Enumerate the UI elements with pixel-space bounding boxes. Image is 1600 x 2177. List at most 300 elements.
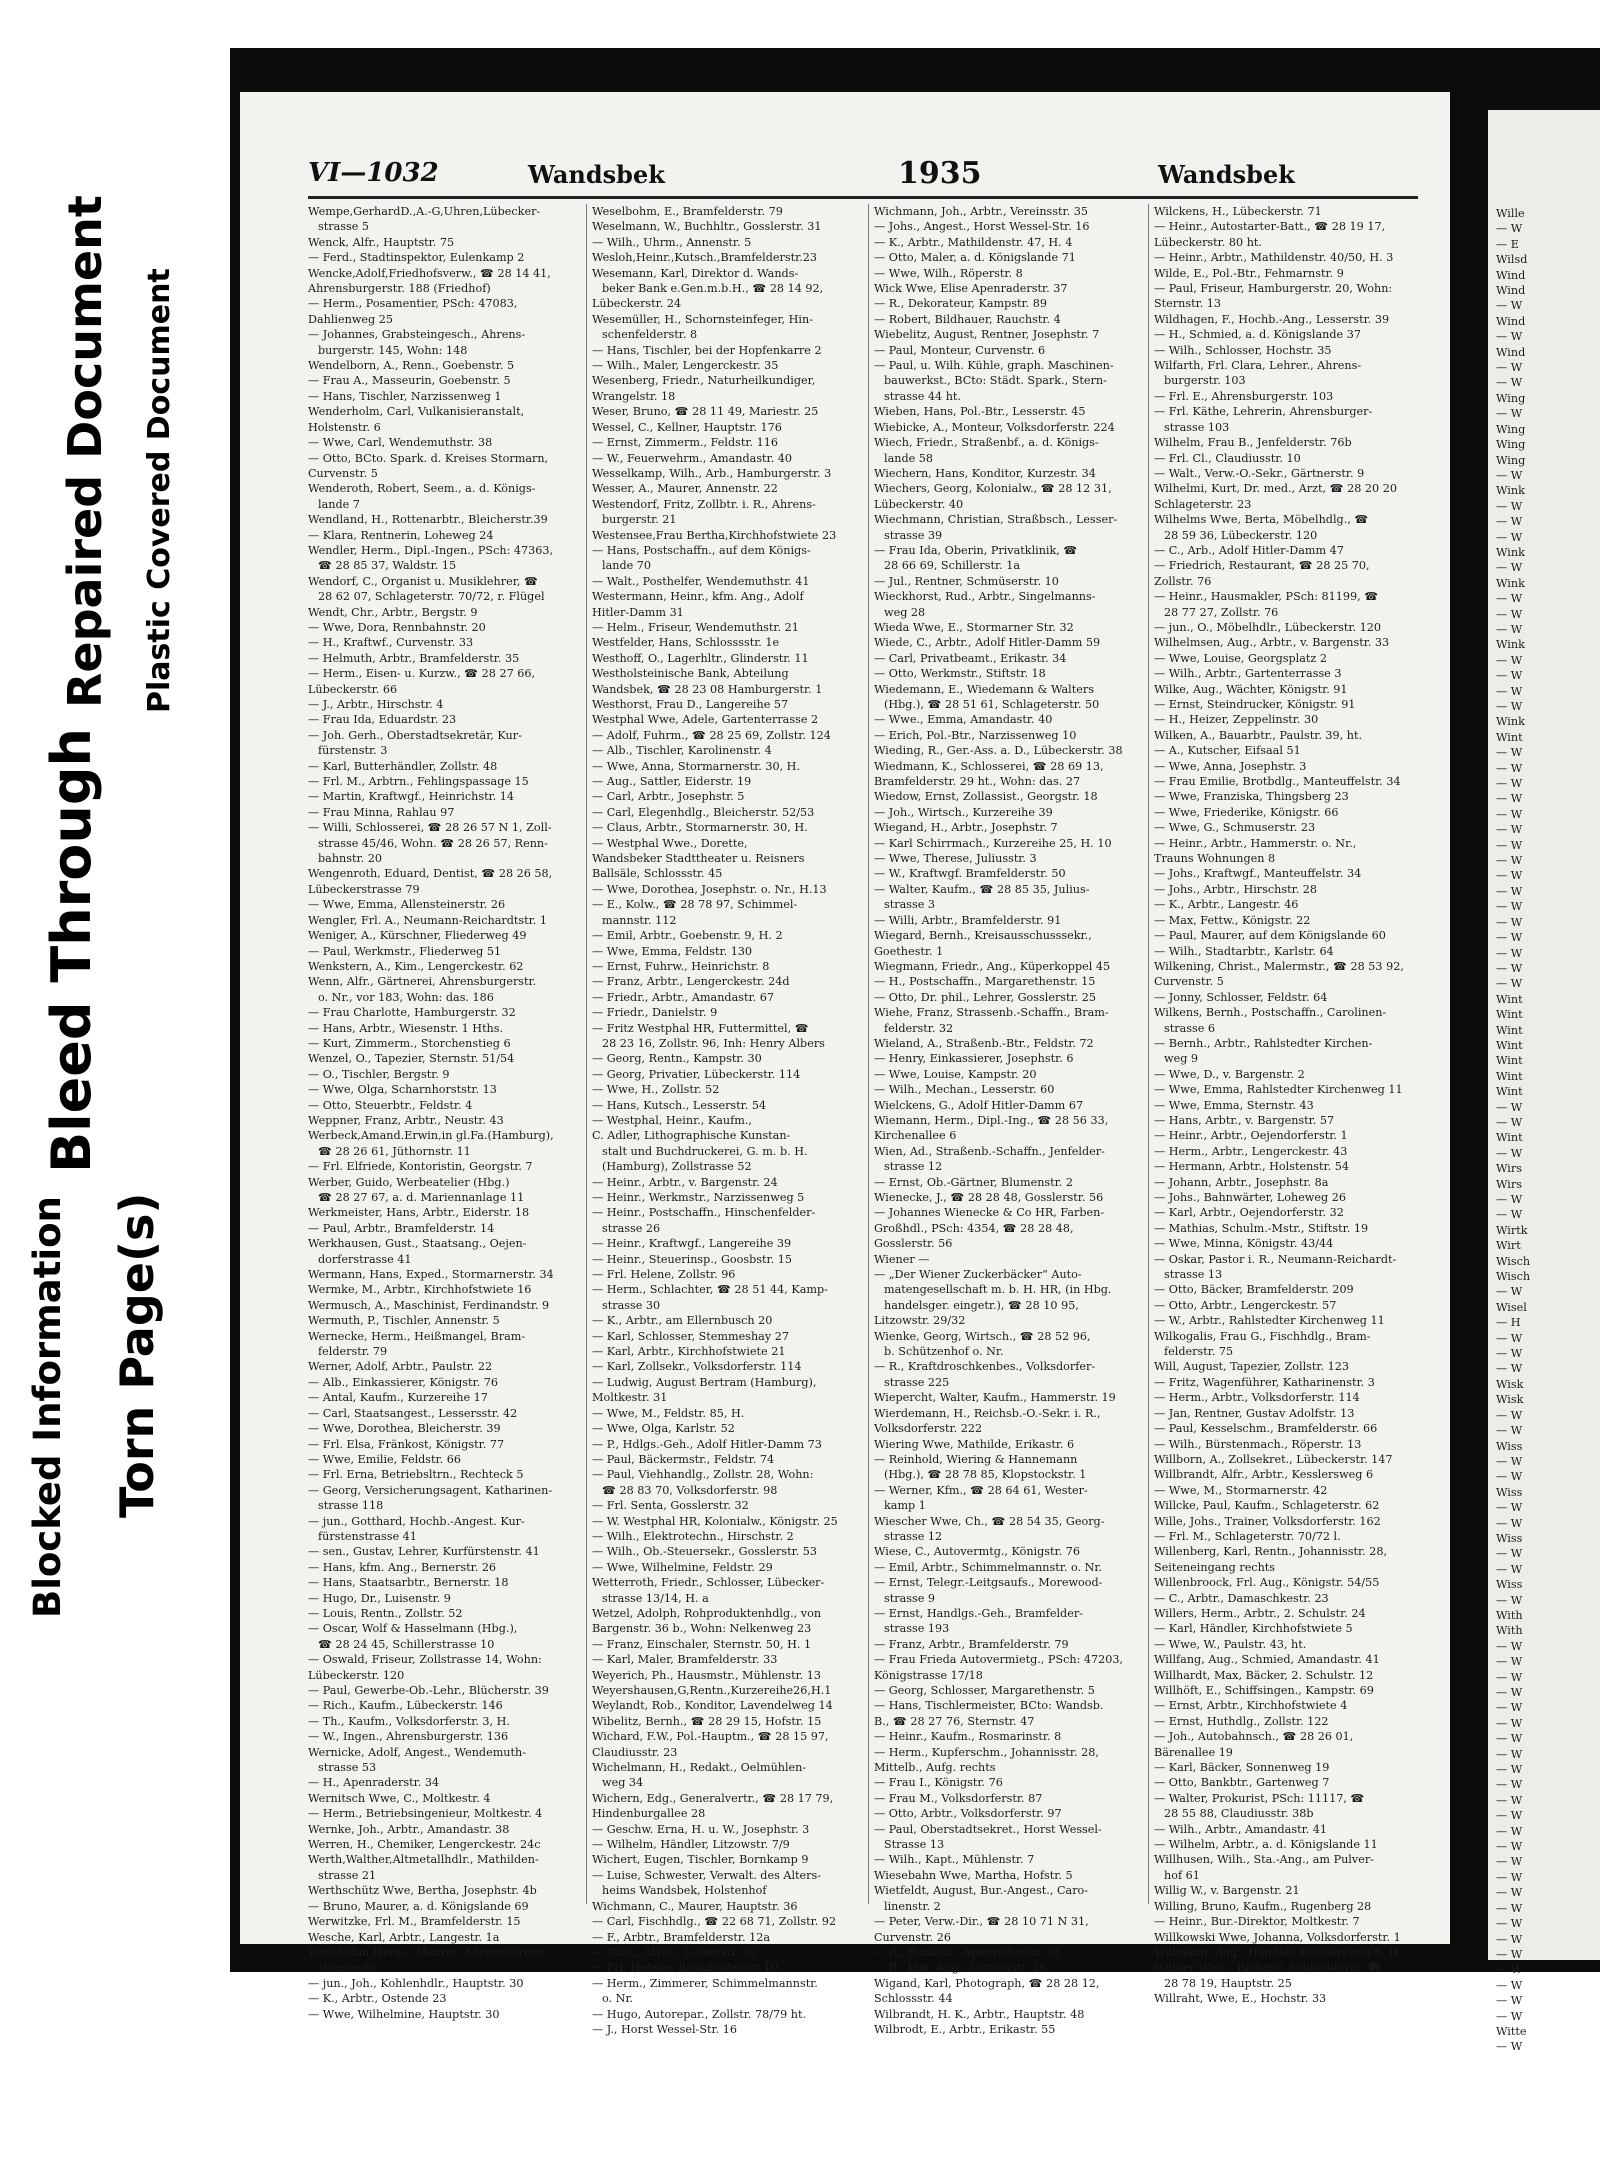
listing-line: — Johs., Kraftwgf., Manteuffelstr. 34	[1154, 867, 1362, 881]
fragment-line: Wirtk	[1496, 1223, 1528, 1237]
listing-line: — Karl, Schlosser, Stemmeshay 27	[592, 1329, 789, 1343]
listing-line: — Carl, Elegenhdlg., Bleicherstr. 52/53	[592, 805, 815, 819]
listing-line: strasse 6	[1164, 1021, 1216, 1035]
listing-line: Willig W., v. Bargenstr. 21	[1154, 1884, 1300, 1898]
listing-line: — Wwe, Franziska, Thingsberg 23	[1154, 790, 1349, 804]
listing-line: — Walt., Verw.-O.-Sekr., Gärtnerstr. 9	[1154, 466, 1365, 480]
listing-line: — Karl, Bäcker, Sonnenweg 19	[1154, 1761, 1330, 1775]
listing-line: Willhusen, Wilh., Sta.-Ang., am Pulver-	[1154, 1853, 1374, 1867]
fragment-line: — W	[1496, 1362, 1523, 1376]
listing-line: Westensee,Frau Bertha,Kirchhofstwiete 23	[592, 528, 837, 542]
listing-line: — Gust., Arbtr., Lesserstr. 62	[592, 1945, 757, 1959]
listing-line: strasse 5	[318, 220, 370, 234]
fragment-line: — W	[1496, 1778, 1523, 1792]
listing-line: Wesloh,Heinr.,Kutsch.,Bramfelderstr.23	[592, 251, 818, 265]
listing-line: — Karl, Händler, Kirchhofstwiete 5	[1154, 1622, 1353, 1636]
listing-line: — K., Arbtr., am Ellernbusch 20	[592, 1314, 773, 1328]
listing-line: — Herm., Posamentier, PSch: 47083,	[308, 297, 518, 311]
listing-line: — Wwe, Wilh., Röperstr. 8	[874, 266, 1023, 280]
listing-line: — Herm., Kupferschm., Johannisstr. 28,	[874, 1745, 1099, 1759]
listing-line: dorferstrasse 41	[318, 1252, 412, 1266]
listing-column-4	[1154, 204, 1424, 2006]
fragment-line: — W	[1496, 1963, 1523, 1977]
listing-line: — Heinr., Arbtr., Hammerstr. o. Nr.,	[1154, 836, 1357, 850]
fragment-line: — W	[1496, 376, 1523, 390]
listing-line: C. Adler, Lithographische Kunstan-	[592, 1129, 791, 1143]
listing-line: Wenck, Alfr., Hauptstr. 75	[308, 235, 455, 249]
listing-line: Wiescher Wwe, Ch., ☎ 28 54 35, Georg-	[874, 1514, 1105, 1528]
fragment-line: — W	[1496, 1655, 1523, 1669]
listing-line: — Wwe, Emilie, Feldstr. 66	[308, 1452, 462, 1466]
listing-line: Werber, Guido, Werbeatelier (Hbg.)	[308, 1175, 510, 1189]
listing-line: Wildhagen, F., Hochb.-Ang., Lesserstr. 39	[1154, 312, 1390, 326]
listing-line: Wernitsch Wwe, C., Moltkestr. 4	[308, 1791, 491, 1805]
fragment-line: Wisk	[1496, 1377, 1524, 1391]
condition-labels-strip	[0, 48, 230, 1972]
listing-line: — jun., Gotthard, Hochb.-Angest. Kur-	[308, 1514, 525, 1528]
listing-line: Willenbroock, Frl. Aug., Königstr. 54/55	[1154, 1576, 1380, 1590]
fragment-line: Wint	[1496, 1054, 1523, 1068]
listing-line: — C., Arb., Adolf Hitler-Damm 47	[1154, 543, 1344, 557]
fragment-line: — W	[1496, 1763, 1523, 1777]
listing-line: — Heinr., Werkmstr., Narzissenweg 5	[592, 1191, 805, 1204]
directory-page	[240, 92, 1450, 2036]
fragment-line: Wint	[1496, 730, 1523, 744]
listing-line: — Heinr., Hausmakler, PSch: 81199, ☎	[1154, 590, 1379, 604]
listing-line: weg 34	[602, 1776, 644, 1790]
header-rule	[308, 196, 1418, 199]
listing-line: Schlageterstr. 23	[1154, 497, 1252, 511]
listing-line: Willmann, Aug., Händler, Kesslersweg 6, H.	[1154, 1945, 1403, 1959]
listing-line: — Karl, Arbtr., Oejendorferstr. 32	[1154, 1206, 1344, 1220]
listing-line: burgerstr. 145, Wohn: 148	[318, 343, 468, 357]
listing-line: — W. Westphal HR, Kolonialw., Königstr. 25	[592, 1514, 838, 1528]
listing-line: — Johann, Arbtr., Josephstr. 8a	[1154, 1175, 1329, 1189]
listing-line: Wilkens, Bernh., Postschaffn., Carolinen-	[1154, 1006, 1387, 1020]
fragment-line: — W	[1496, 931, 1523, 945]
listing-line: — Luise, Schwester, Verwalt. des Alters-	[592, 1868, 822, 1882]
fragment-line: — W	[1496, 299, 1523, 313]
listing-line: weg 9	[1164, 1052, 1199, 1066]
listing-line: Ballsäle, Schlossstr. 45	[592, 867, 723, 881]
listing-line: b. Schützenhof o. Nr.	[884, 1345, 1004, 1359]
listing-line: Wilkening, Christ., Malermstr., ☎ 28 53 92,	[1154, 959, 1404, 973]
listing-line: — Frl. Elfriede, Kontoristin, Georgstr. 7	[308, 1160, 533, 1174]
listing-line: Lübeckerstr. 120	[308, 1668, 405, 1682]
listing-line: — Westphal Wwe., Dorette,	[592, 836, 748, 850]
listing-line: mannstr. 112	[602, 913, 677, 927]
listing-line: Dahlienweg 25	[308, 312, 393, 326]
column-divider	[586, 204, 587, 1904]
listing-line: Schlossstr. 44	[874, 1992, 953, 2006]
listing-line: — Frau Charlotte, Hamburgerstr. 32	[308, 1006, 516, 1020]
listing-line: strasse 118	[318, 1499, 384, 1513]
listing-line: burgerstr. 103	[1164, 374, 1246, 388]
listing-line: Wiese, C., Autovermtg., Königstr. 76	[874, 1545, 1080, 1559]
fragment-line: — W	[1496, 1424, 1523, 1438]
listing-line: Wiechern, Hans, Konditor, Kurzestr. 34	[874, 466, 1096, 480]
listing-line: Königstrasse 17/18	[874, 1668, 983, 1682]
fragment-line: — W	[1496, 1146, 1523, 1160]
listing-line: Curvenstr. 26	[874, 1930, 951, 1944]
listing-line: — Alb., Einkassierer, Königstr. 76	[308, 1375, 498, 1389]
listing-line: Werner, Adolf, Arbtr., Paulstr. 22	[308, 1360, 493, 1374]
listing-line: — Heinr., Autostarter-Batt., ☎ 28 19 17,	[1154, 220, 1386, 234]
listing-line: — Georg, Rentn., Kampstr. 30	[592, 1052, 762, 1066]
fragment-line: Wint	[1496, 1069, 1523, 1083]
listing-line: — Geschw. Erna, H. u. W., Josephstr. 3	[592, 1822, 810, 1836]
fragment-line: — W	[1496, 607, 1523, 621]
fragment-line: Wind	[1496, 268, 1526, 282]
fragment-line: — W	[1496, 330, 1523, 344]
listing-line: — Willi, Arbtr., Bramfelderstr. 91	[874, 913, 1062, 927]
listing-line: Wempe,GerhardD.,A.-G,Uhren,Lübecker-	[308, 205, 541, 218]
listing-line: Wichmann, Joh., Arbtr., Vereinsstr. 35	[874, 205, 1088, 218]
header-city-right: Wandsbek	[1158, 160, 1295, 189]
listing-line: Willborn, A., Zollsekret., Lübeckerstr. 147	[1154, 1452, 1393, 1466]
listing-line: Wille, Johs., Trainer, Volksdorferstr. 162	[1154, 1514, 1381, 1528]
listing-line: — Wwe, Wilhelmine, Hauptstr. 30	[308, 2007, 500, 2021]
listing-line: — Wwe, Louise, Kampstr. 20	[874, 1067, 1037, 1081]
fragment-line: — W	[1496, 361, 1523, 375]
listing-line: — Hans, Tischler, Narzissenweg 1	[308, 389, 502, 403]
listing-line: Wendler, Herm., Dipl.-Ingen., PSch: 47363,	[308, 543, 554, 557]
listing-line: Westfelder, Hans, Schlosssstr. 1e	[592, 636, 780, 650]
listing-line: Wiede, C., Arbtr., Adolf Hitler-Damm 59	[874, 636, 1101, 650]
listing-line: — Joh. Gerh., Oberstadtsekretär, Kur-	[308, 728, 522, 742]
listing-line: — Paul, Arbtr., Bramfelderstr. 14	[308, 1221, 495, 1235]
listing-line: strasse 26	[602, 1221, 661, 1235]
listing-line: — Frau Emilie, Brotbdlg., Manteuffelstr. 34	[1154, 775, 1401, 789]
listing-line: Westholsteinische Bank, Abteilung	[592, 667, 789, 681]
fragment-line: — W	[1496, 823, 1523, 837]
listing-line: Wetterroth, Friedr., Schlosser, Lübecker-	[592, 1576, 825, 1590]
listing-line: weg 28	[884, 605, 926, 619]
listing-column-2	[592, 204, 862, 2036]
listing-line: Wierdemann, H., Reichsb.-O.-Sekr. i. R.,	[874, 1406, 1101, 1420]
listing-line: Werthschütz Wwe, Bertha, Josephstr. 4b	[308, 1884, 537, 1898]
listing-line: — Otto, Maler, a. d. Königslande 71	[874, 251, 1076, 265]
listing-line: strasse 12	[884, 1529, 943, 1543]
fragment-line: — W	[1496, 977, 1523, 991]
fragment-line: Wisch	[1496, 1254, 1531, 1268]
listing-line: Weser, Bruno, ☎ 28 11 49, Mariestr. 25	[592, 405, 819, 419]
fragment-line: — W	[1496, 1593, 1523, 1607]
listing-line: — Otto, Werkmstr., Stiftstr. 18	[874, 667, 1046, 681]
listing-line: — J., Horst Wessel-Str. 16	[592, 2022, 737, 2036]
listing-line: — Westphal, Heinr., Kaufm.,	[592, 1113, 752, 1127]
listing-line: — Robert, Bildhauer, Rauchstr. 4	[874, 312, 1061, 326]
listing-line: Goethestr. 1	[874, 944, 944, 958]
listing-line: — Otto, Bankbtr., Gartenweg 7	[1154, 1776, 1330, 1790]
listing-line: — Wilhelm, Händler, Litzowstr. 7/9	[592, 1838, 790, 1852]
listing-line: strasse 45/46, Wohn. ☎ 28 26 57, Renn-	[318, 836, 548, 850]
listing-line: Wilbrodt, E., Arbtr., Erikastr. 55	[874, 2022, 1056, 2036]
fragment-line: Wint	[1496, 992, 1523, 1006]
listing-line: Wibelitz, Bernh., ☎ 28 29 15, Hofstr. 15	[592, 1714, 822, 1728]
listing-line: Strasse 13	[884, 1838, 945, 1852]
listing-line: Wichard, F.W., Pol.-Hauptm., ☎ 28 15 97,	[592, 1730, 829, 1744]
listing-line: Willing, Bruno, Kaufm., Rugenberg 28	[1154, 1899, 1372, 1913]
fragment-line: Wilsd	[1496, 253, 1528, 267]
listing-line: Wiepercht, Walter, Kaufm., Hammerstr. 19	[874, 1391, 1116, 1405]
listing-line: Wesemüller, H., Schornsteinfeger, Hin-	[592, 312, 813, 326]
listing-line: — A., Kutscher, Eifsaal 51	[1154, 744, 1301, 758]
listing-line: — Frl. E., Ahrensburgerstr. 103	[1154, 389, 1334, 403]
listing-line: Willers, Herm., Arbtr., 2. Schulstr. 24	[1154, 1606, 1366, 1620]
listing-line: Bargenstr. 36 b., Wohn: Nelkenweg 23	[592, 1622, 812, 1636]
listing-line: Lübeckerstr. 66	[308, 682, 398, 696]
listing-line: Wendt, Chr., Arbtr., Bergstr. 9	[308, 605, 478, 619]
listing-column-1	[308, 204, 578, 2021]
listing-line: — J., Arbtr., Hirschstr. 4	[308, 698, 444, 711]
listing-line: bauwerkst., BCto: Städt. Spark., Stern-	[884, 374, 1107, 388]
listing-line: Wien, Ad., Straßenb.-Schaffn., Jenfelder-	[874, 1144, 1105, 1158]
listing-line: — P., Hdlgs.-Geh., Adolf Hitler-Damm 73	[592, 1437, 822, 1451]
fragment-line: — W	[1496, 1701, 1523, 1715]
fragment-line: Wille	[1496, 207, 1525, 220]
listing-line: Wandsbek, ☎ 28 23 08 Hamburgerstr. 1	[592, 682, 823, 696]
listing-line: — Wwe, Dorothea, Josephstr. o. Nr., H.13	[592, 882, 827, 896]
listing-line: — Otto, Arbtr., Volksdorferstr. 97	[874, 1807, 1062, 1821]
listing-line: — Oskar, Pastor i. R., Neumann-Reichardt-	[1154, 1252, 1397, 1266]
listing-line: — Ernst, Steindrucker, Königstr. 91	[1154, 698, 1356, 711]
listing-line: — Ernst, Ob.-Gärtner, Blumenstr. 2	[874, 1175, 1074, 1189]
listing-line: lande 7	[318, 497, 360, 511]
listing-line: — Peter, Verw.-Dir., ☎ 28 10 71 N 31,	[874, 1915, 1089, 1929]
fragment-line: Wint	[1496, 1008, 1523, 1022]
listing-line: (Hbg.), ☎ 28 78 85, Klopstockstr. 1	[884, 1468, 1087, 1482]
listing-line: Westhoff, O., Lagerhltr., Glinderstr. 11	[592, 651, 809, 665]
listing-line: Willcke, Paul, Kaufm., Schlageterstr. 62	[1154, 1499, 1380, 1513]
listing-line: Claudiusstr. 23	[592, 1745, 678, 1759]
listing-line: schenfelderstr. 8	[602, 328, 698, 342]
listing-line: — Ernst, Telegr.-Leitgsaufs., Morewood-	[874, 1576, 1103, 1590]
listing-line: — Heinr., Bur.-Direktor, Moltkestr. 7	[1154, 1915, 1360, 1929]
listing-line: 28 66 69, Schillerstr. 1a	[884, 559, 1021, 573]
fragment-line: — W	[1496, 884, 1523, 898]
listing-line: Ahrensburgerstr. 188 (Friedhof)	[308, 282, 491, 296]
listing-line: Wilhelms Wwe, Berta, Möbelhdlg., ☎	[1154, 513, 1369, 527]
listing-line: Wiechers, Georg, Kolonialw., ☎ 28 12 31,	[874, 482, 1112, 496]
fragment-line: — E	[1496, 237, 1519, 251]
listing-line: — Frl. Elsa, Fränkost, Königstr. 77	[308, 1437, 505, 1451]
listing-line: bahnstr. 20	[318, 852, 382, 866]
fragment-line: Wind	[1496, 345, 1526, 359]
listing-line: lande 58	[884, 451, 934, 465]
listing-line: Weselbohm, E., Bramfelderstr. 79	[592, 205, 783, 218]
fragment-line: Wisk	[1496, 1393, 1524, 1407]
listing-line: — Oswald, Friseur, Zollstrasse 14, Wohn:	[308, 1653, 542, 1667]
listing-line: Wiemann, Herm., Dipl.-Ing., ☎ 28 56 33,	[874, 1113, 1109, 1127]
listing-line: Willbrandt, Alfr., Arbtr., Kesslersweg 6	[1154, 1468, 1374, 1482]
listing-line: — Heinr., Arbtr., v. Bargenstr. 24	[592, 1175, 778, 1189]
listing-line: — Frl. Käthe, Lehrerin, Ahrensburger-	[1154, 405, 1373, 419]
listing-line: Wenderholm, Carl, Vulkanisieranstalt,	[308, 405, 525, 419]
listing-line: — Wilh., Stadtarbtr., Karlstr. 64	[1154, 944, 1334, 958]
listing-line: Wiedmann, K., Schlosserei, ☎ 28 69 13,	[874, 759, 1104, 773]
listing-line: Wilckens, H., Lübeckerstr. 71	[1154, 205, 1322, 218]
fragment-line: Wind	[1496, 314, 1526, 328]
listing-line: — Th., Kaufm., Volksdorferstr. 3, H.	[308, 1714, 510, 1728]
listing-line: Wichern, Edg., Generalvertr., ☎ 28 17 79,	[592, 1791, 834, 1805]
listing-line: Wilfarth, Frl. Clara, Lehrer., Ahrens-	[1154, 359, 1362, 373]
next-page-fragment	[1488, 110, 1600, 2054]
listing-line: — Paul, Monteur, Curvenstr. 6	[874, 343, 1046, 357]
listing-line: Wiedemann, E., Wiedemann & Walters	[874, 682, 1094, 696]
listing-line: — Frl. M., Arbtrn., Fehlingspassage 15	[308, 775, 529, 789]
listing-line: Willkowski Wwe, Johanna, Volksdorferstr. 1	[1154, 1930, 1401, 1944]
listing-line: Wesselkamp, Wilh., Arb., Hamburgerstr. 3	[592, 466, 832, 480]
listing-line: Weyershausen,G,Rentn.,Kurzereihe26,H.1	[592, 1684, 832, 1697]
fragment-line: — W	[1496, 1747, 1523, 1761]
listing-line: Lübeckerstr. 24	[592, 297, 682, 311]
listing-line: — Paul, Gewerbe-Ob.-Lehr., Blücherstr. 39	[308, 1684, 549, 1697]
listing-line: — Wwe, Emma, Sternstr. 43	[1154, 1098, 1314, 1112]
header-city-left: Wandsbek	[528, 160, 665, 189]
listing-line: — Mathias, Schulm.-Mstr., Stiftstr. 19	[1154, 1221, 1369, 1235]
listing-line: strasse 30	[602, 1298, 661, 1312]
listing-line: — F., Arbtr., Bramfelderstr. 12a	[592, 1930, 770, 1944]
listing-line: — Herm., Zimmerer, Schimmelmannstr.	[592, 1976, 818, 1990]
listing-line: — Friedr., Danielstr. 9	[592, 1006, 718, 1020]
listing-line: Wiesebahn Wwe, Martha, Hofstr. 5	[874, 1868, 1073, 1882]
listing-line: — Frl. Senta, Gosslerstr. 32	[592, 1499, 749, 1513]
listing-line: — Hans, Tischler, bei der Hopfenkarre 2	[592, 343, 822, 357]
listing-line: — Wwe, D., v. Bargenstr. 2	[1154, 1067, 1305, 1081]
listing-line: — Heinr., Arbtr., Mathildenstr. 40/50, H. 3	[1154, 251, 1394, 265]
listing-line: kamp 1	[884, 1499, 926, 1513]
listing-line: Holstenstr. 6	[308, 420, 381, 434]
fragment-line: — W	[1496, 1639, 1523, 1653]
listing-line: heims Wandsbek, Holstenhof	[602, 1884, 767, 1898]
listing-line: — Ludwig, August Bertram (Hamburg),	[592, 1375, 817, 1389]
listing-line: Will, August, Tapezier, Zollstr. 123	[1154, 1360, 1350, 1374]
listing-line: Wiedow, Ernst, Zollassist., Georgstr. 18	[874, 790, 1098, 804]
listing-line: — Wwe, Emma, Rahlstedter Kirchenweg 11	[1154, 1083, 1403, 1097]
listing-line: — Wwe, Louise, Georgsplatz 2	[1154, 651, 1327, 665]
fragment-line: Wirt	[1496, 1239, 1521, 1253]
listing-line: — Friedr., Arbtr., Amandastr. 67	[592, 990, 774, 1004]
listing-line: — Willi, Schlosserei, ☎ 28 26 57 N 1, Zoll-	[308, 821, 552, 835]
listing-line: Wilkogalis, Frau G., Fischhdlg., Bram-	[1154, 1329, 1371, 1343]
fragment-line: — W	[1496, 1947, 1523, 1961]
listing-line: Werth,Walther,Altmetallhdlr., Mathilden-	[308, 1853, 539, 1867]
fragment-line: — W	[1496, 1994, 1523, 2008]
listing-line: — Wilh., Maler, Lengerckestr. 35	[592, 359, 779, 373]
listing-line: strasse 9	[884, 1591, 936, 1605]
fragment-line: — W	[1496, 622, 1523, 636]
listing-line: Wendorf, C., Organist u. Musiklehrer, ☎	[308, 574, 538, 588]
fragment-line: Wink	[1496, 576, 1525, 590]
listing-line: — Klara, Rentnerin, Loheweg 24	[308, 528, 494, 542]
listing-line: Wiegand, H., Arbtr., Josephstr. 7	[874, 821, 1058, 835]
listing-line: — Otto, Arbtr., Lengerckestr. 57	[1154, 1298, 1337, 1312]
listing-line: — Wilh., Ob.-Steuersekr., Gosslerstr. 53	[592, 1545, 818, 1559]
listing-line: Gosslerstr. 56	[874, 1237, 953, 1251]
listing-line: — Max, Fettw., Königstr. 22	[1154, 913, 1311, 927]
listing-line: — Wwe, Anna, Stormarnerstr. 30, H.	[592, 759, 800, 773]
listing-line: (Hamburg), Zollstrasse 52	[602, 1160, 752, 1174]
listing-line: Wielckens, G., Adolf Hitler-Damm 67	[874, 1098, 1084, 1112]
listing-line: — Carl, Staatsangest., Lessersstr. 42	[308, 1406, 518, 1420]
listing-line: Wiechmann, Christian, Straßbsch., Lesser-	[874, 513, 1118, 527]
listing-line: Lübeckerstrasse 79	[308, 882, 420, 896]
listing-line: fürstenstrasse 41	[318, 1529, 417, 1543]
listing-line: Wiering Wwe, Mathilde, Erikastr. 6	[874, 1437, 1075, 1451]
listing-line: — H., Postschaffn., Margarethenstr. 15	[874, 975, 1096, 989]
listing-line: — Wwe, Emma, Allensteinerstr. 26	[308, 898, 506, 912]
page-header	[308, 154, 1418, 194]
listing-line: Wandsbeker Stadttheater u. Reisners	[592, 852, 805, 866]
listing-line: Wiehe, Franz, Strassenb.-Schaffn., Bram-	[874, 1006, 1109, 1020]
listing-line: — Joh., Wirtsch., Kurzereihe 39	[874, 805, 1053, 819]
listing-line: matengesellschaft m. b. H. HR, (in Hbg.	[884, 1283, 1112, 1297]
listing-line: — Karl, Butterhändler, Zollstr. 48	[308, 759, 498, 773]
listing-line: — Karl, Arbtr., Kirchhofstwiete 21	[592, 1345, 786, 1359]
listing-line: Wenzel, O., Tapezier, Sternstr. 51/54	[308, 1052, 515, 1066]
listing-line: Mittelb., Aufg. rechts	[874, 1761, 996, 1775]
listing-line: Wesemann, Karl, Direktor d. Wands-	[592, 266, 799, 280]
listing-line: Wrangelstr. 18	[592, 389, 676, 403]
listing-line: B., ☎ 28 27 76, Sternstr. 47	[874, 1714, 1035, 1728]
listing-line: Wieben, Hans, Pol.-Btr., Lesserstr. 45	[874, 405, 1086, 419]
listing-line: Werbeck,Amand.Erwin,in gl.Fa.(Hamburg),	[308, 1129, 554, 1143]
listing-line: Willner Wwe., Richard, Schlachterei, ☎	[1154, 1961, 1382, 1975]
listing-line: — Walt., Posthelfer, Wendemuthstr. 41	[592, 574, 810, 588]
listing-line: — Adolf, Fuhrm., ☎ 28 25 69, Zollstr. 124	[592, 728, 831, 742]
listing-line: Wienke, Georg, Wirtsch., ☎ 28 52 96,	[874, 1329, 1091, 1343]
listing-line: 28 23 16, Zollstr. 96, Inh: Henry Albers	[602, 1036, 825, 1050]
listing-line: — Fritz Westphal HR, Futtermittel, ☎	[592, 1021, 809, 1035]
listing-line: — Johannes Wienecke & Co HR, Farben-	[874, 1206, 1105, 1220]
listing-line: strasse 44 ht.	[884, 389, 961, 403]
listing-line: — Emil, Arbtr., Schimmelmannstr. o. Nr.	[874, 1560, 1103, 1574]
listing-line: strasse 193	[884, 1622, 950, 1636]
listing-line: Wiech, Friedr., Straßenbf., a. d. Königs-	[874, 436, 1099, 450]
fragment-line: — W	[1496, 407, 1523, 421]
listing-line: — Paul, Friseur, Hamburgerstr. 20, Wohn:	[1154, 282, 1393, 296]
listing-line: Wilke, Aug., Wächter, Königstr. 91	[1154, 682, 1348, 696]
fragment-line: — W	[1496, 1732, 1523, 1746]
listing-line: — Louis, Rentn., Zollstr. 52	[308, 1606, 463, 1620]
listing-line: Weniger, A., Kürschner, Fliederweg 49	[308, 929, 527, 943]
next-page-column	[1496, 206, 1600, 2054]
fragment-line: Wink	[1496, 484, 1525, 498]
fragment-line: — W	[1496, 900, 1523, 914]
listing-line: — Paul, Oberstadtsekret., Horst Wessel-	[874, 1822, 1102, 1836]
listing-line: — H., Kraftwf., Curvenstr. 33	[308, 636, 474, 650]
listing-line: Wiener —	[874, 1252, 930, 1266]
repaired-document-label: Repaired Document	[58, 195, 112, 708]
listing-line: — Frau I., Königstr. 76	[874, 1776, 1003, 1790]
listing-line: — Frau Frieda Autovermietg., PSch: 47203,	[874, 1653, 1124, 1667]
fragment-line: Wiss	[1496, 1439, 1523, 1453]
listing-line: Kirchenallee 6	[874, 1129, 957, 1143]
listing-line: Lübeckerstr. 40	[874, 497, 964, 511]
fragment-line: With	[1496, 1608, 1523, 1622]
fragment-line: — W	[1496, 222, 1523, 236]
listing-line: 28 55 88, Claudiusstr. 38b	[1164, 1807, 1314, 1821]
fragment-line: Wisch	[1496, 1270, 1531, 1284]
fragment-line: — W	[1496, 468, 1523, 482]
listing-line: Willenberg, Karl, Rentn., Johannisstr. 28,	[1154, 1545, 1388, 1559]
fragment-line: — W	[1496, 1917, 1523, 1931]
listing-line: — Otto, Dr. phil., Lehrer, Gosslerstr. 25	[874, 990, 1097, 1004]
listing-line: Wilhelmsen, Aug., Arbtr., v. Bargenstr. 33	[1154, 636, 1390, 650]
fragment-line: — W	[1496, 1470, 1523, 1484]
listing-line: Wengler, Frl. A., Neumann-Reichardtstr. 1	[308, 913, 547, 927]
